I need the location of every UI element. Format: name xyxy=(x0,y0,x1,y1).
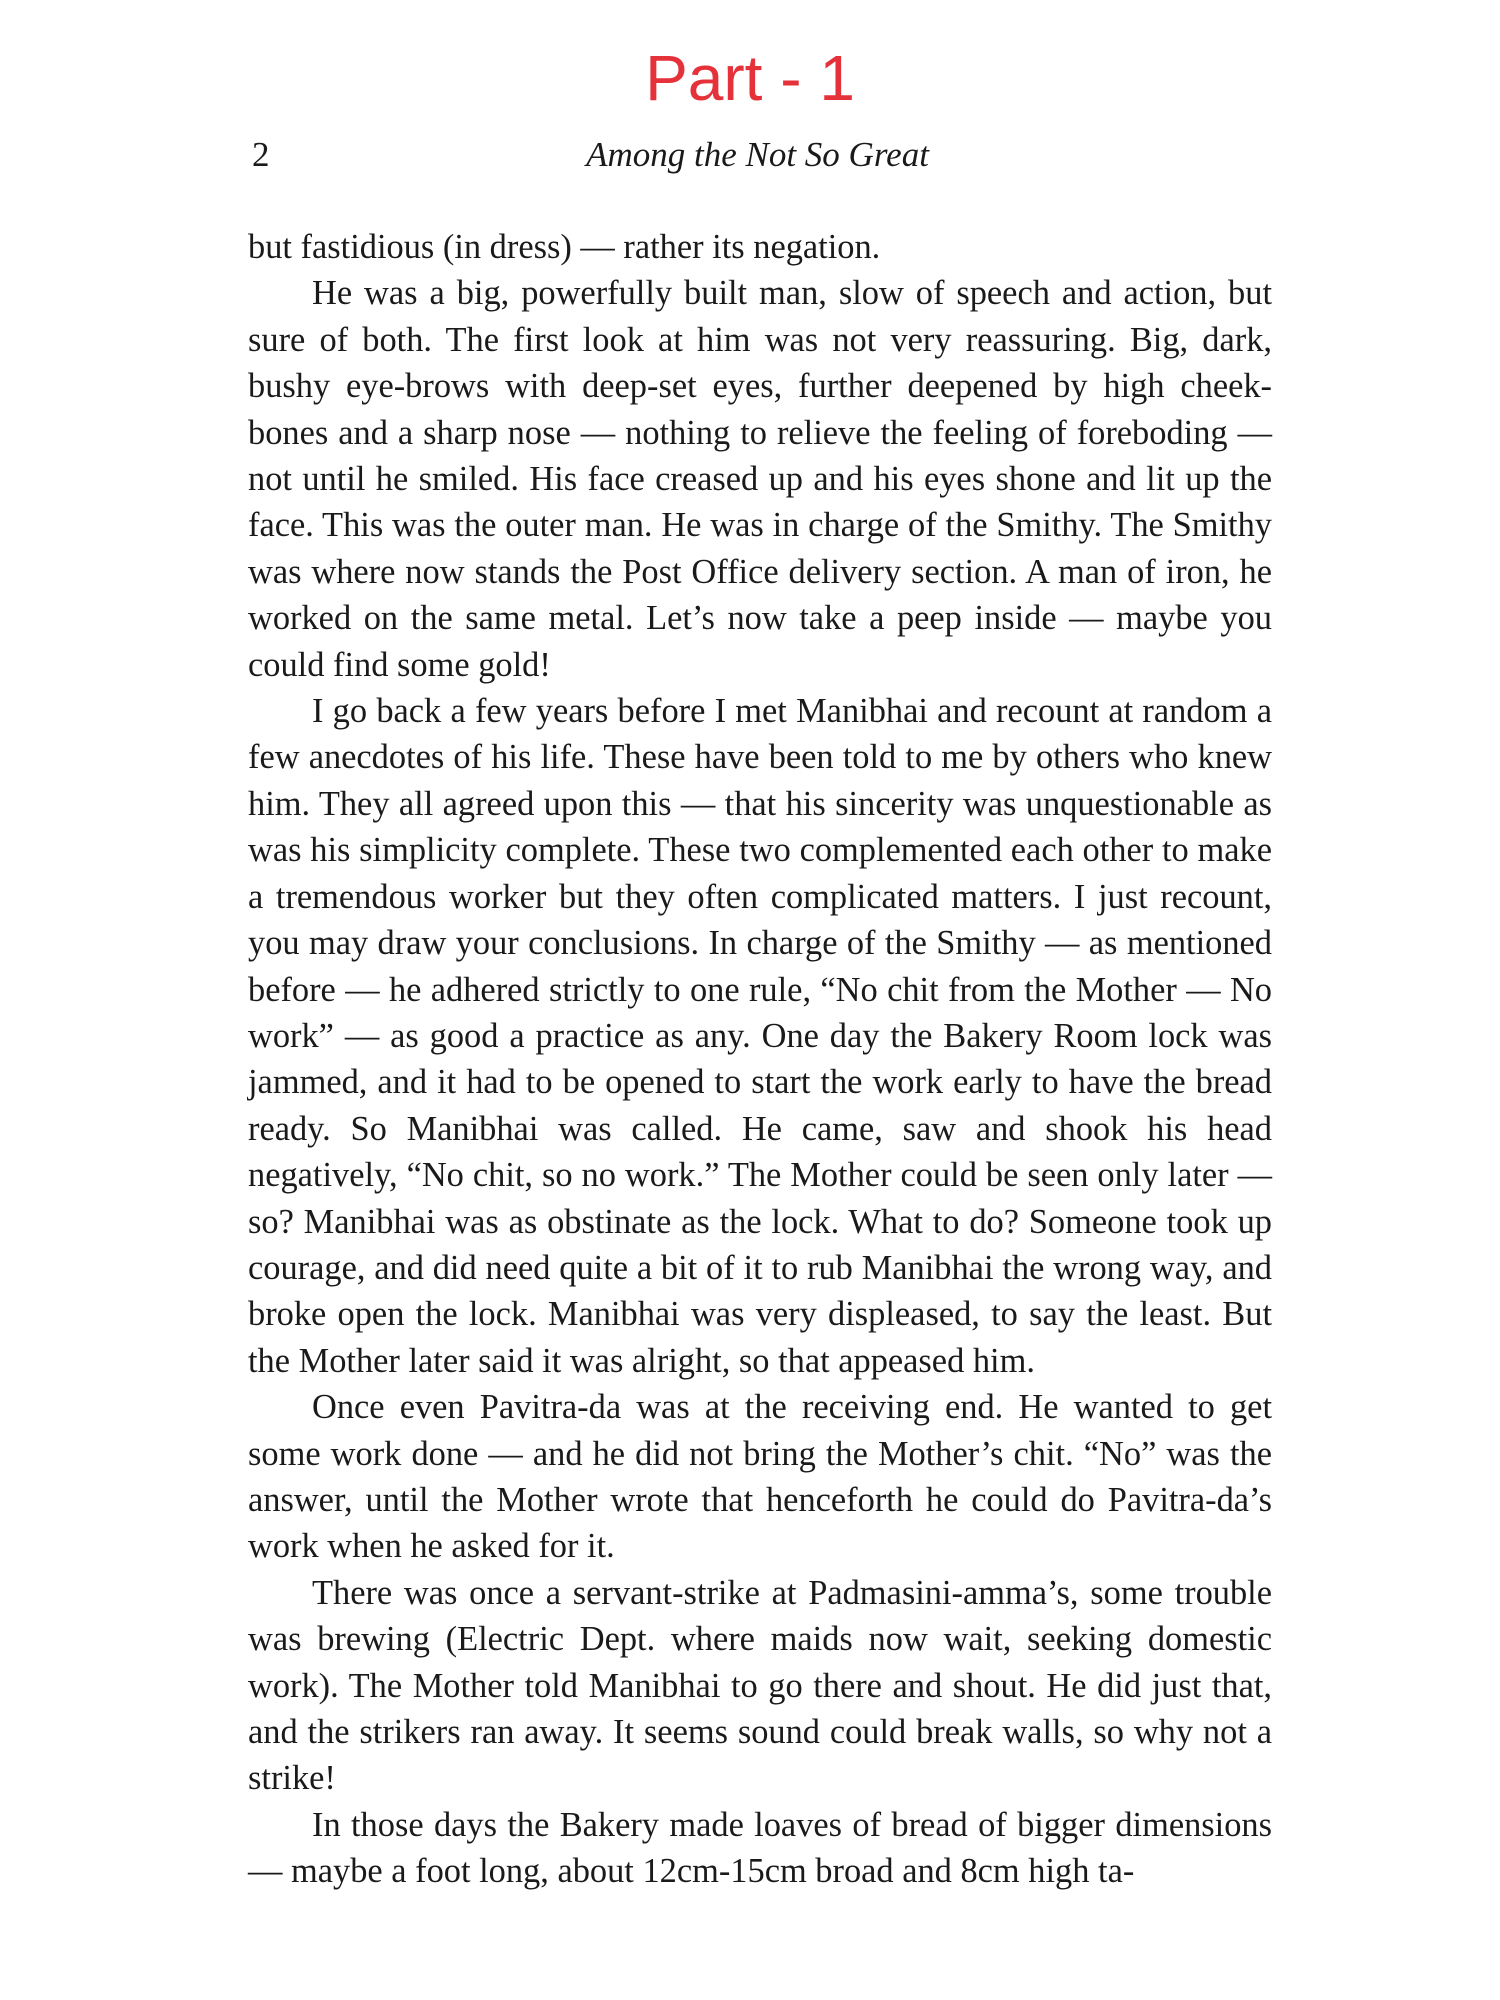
body-text xyxy=(248,224,1272,1895)
paragraph-continuation: but fastidious (in dress) — rather its negation. xyxy=(248,228,881,266)
book-title: Among the Not So Great xyxy=(586,135,929,174)
page-number: 2 xyxy=(252,135,270,174)
running-head xyxy=(0,130,1500,180)
part-label: Part - 1 xyxy=(645,42,855,114)
paragraph-description: He was a big, powerfully built man, slow of speech and action, but sure of both. The first look at him was not very reassuring. Big, dark, bushy eye-brows with deep-set eyes, further deepened by high cheek-bones and a sharp nose — nothing to relieve the feeling of foreboding — not until he smiled. His face creased up and his eyes shone and lit up the face. This was the outer man. He was in charge of the Smithy. The Smithy was where now stands the Post Office delivery section. A man of iron, he worked on the same metal. Let’s now take a peep inside — maybe you could find some gold! xyxy=(248,274,1272,684)
paragraph-pavitra-da: Once even Pavitra-da was at the receiving end. He wanted to get some work done — and he did not bring the Mother’s chit. “No” was the answer, until the Mother wrote that henceforth he could do Pavitra-da’s work when he asked for it. xyxy=(248,1388,1272,1566)
paragraph-anecdotes: I go back a few years before I met Manibhai and recount at random a few anecdotes of his life. These have been told to me by others who knew him. They all agreed upon this — that his sincerity was unquestionable as was his simplicity complete. These two complemented each other to make a tremendous worker but they often complicated matters. I just recount, you may draw your conclusions. In charge of the Smithy — as mentioned before — he adhered strictly to one rule, “No chit from the Mother — No work” — as good a practice as any. One day the Bakery Room lock was jammed, and it had to be opened to start the work early to have the bread ready. So Manibhai was called. He came, saw and shook his head negatively, “No chit, so no work.” The Mother could be seen only later — so? Manibhai was as obstinate as the lock. What to do? Someone took up courage, and did need quite a bit of it to rub Manibhai the wrong way, and broke open the lock. Manibhai was very displeased, to say the least. But the Mother later said it was alright, so that appeased him. xyxy=(248,692,1272,1380)
paragraph-servant-strike: There was once a servant-strike at Padmasini-amma’s, some trouble was brewing (Electric Dept. where maids now wait, seeking domestic work). The Mother told Manibhai to go there and shout. He did just that, and the strikers ran away. It seems sound could break walls, so why not a strike! xyxy=(248,1573,1272,1798)
paragraph-bakery: In those days the Bakery made loaves of bread of bigger dimensions — maybe a foot long, about 12cm-15cm broad and 8cm high ta- xyxy=(248,1805,1272,1891)
